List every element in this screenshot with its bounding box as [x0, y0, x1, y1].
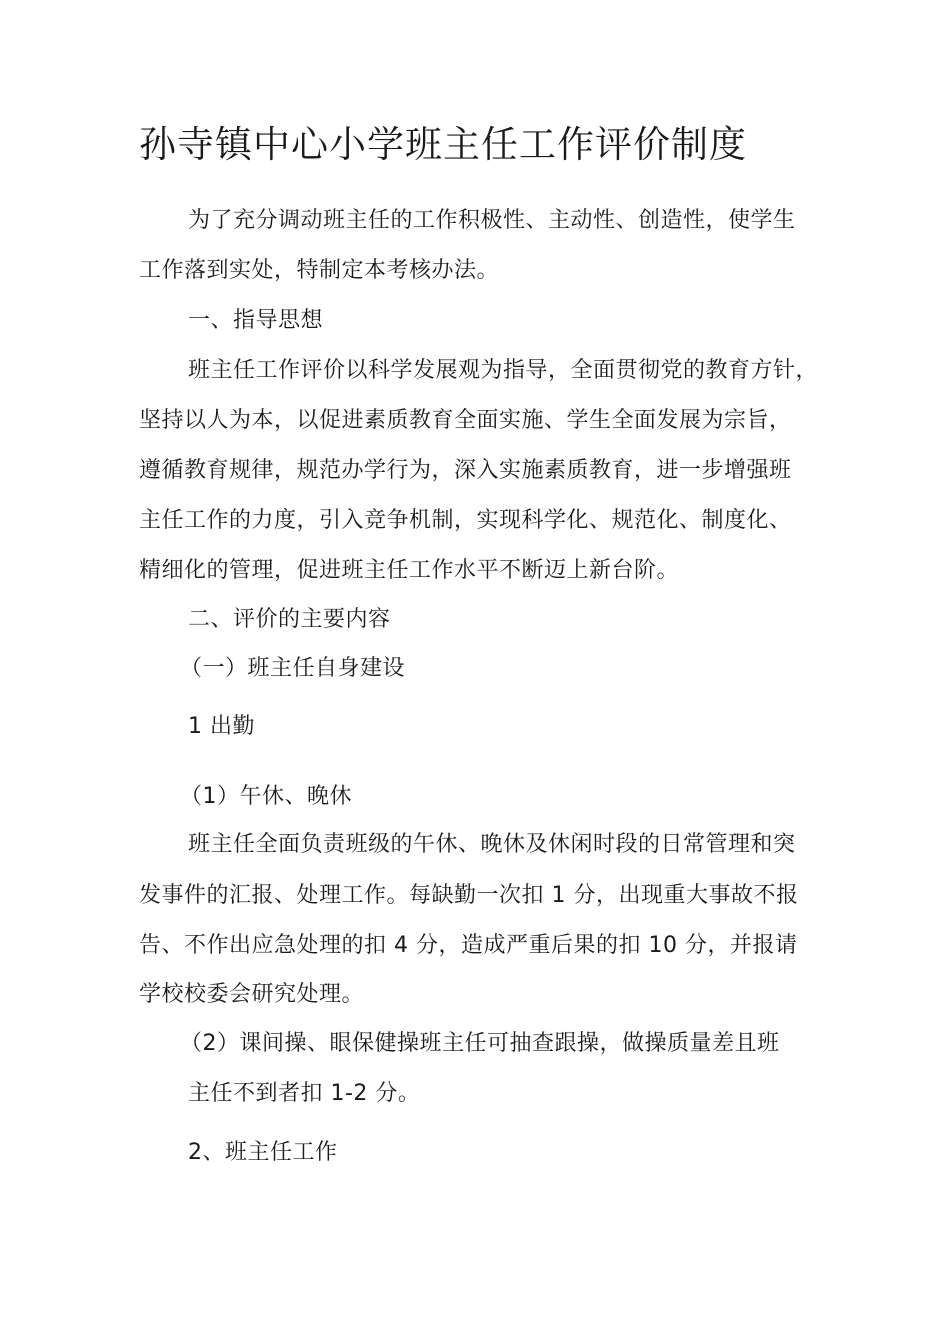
paragraph-guiding-line-3: 遵循教育规律，规范办学行为，深入实施素质教育，进一步增强班	[139, 458, 792, 483]
paragraph-intro-line-2: 工作落到实处，特制定本考核办法。	[139, 258, 500, 283]
paragraph-intro-line-1: 为了充分调动班主任的工作积极性、主动性、创造性，使学生	[188, 208, 796, 233]
item-heading-attendance: 1 出勤	[188, 714, 255, 739]
section-heading-guiding-thought: 一、指导思想	[188, 308, 324, 333]
subsection-heading-self-building: （一）班主任自身建设	[180, 656, 406, 681]
paragraph-exercise-line-1: （2）课间操、眼保健操班主任可抽查跟操，做操质量差且班	[180, 1031, 780, 1056]
paragraph-guiding-line-4: 主任工作的力度，引入竞争机制，实现科学化、规范化、制度化、	[139, 508, 792, 533]
paragraph-guiding-line-1: 班主任工作评价以科学发展观为指导，全面贯彻党的教育方针，	[188, 358, 819, 383]
paragraph-exercise-line-2: 主任不到者扣 1-2 分。	[188, 1081, 421, 1106]
paragraph-rest-line-4: 学校校委会研究处理。	[139, 982, 365, 1007]
paragraph-guiding-line-2: 坚持以人为本，以促进素质教育全面实施、学生全面发展为宗旨，	[139, 408, 792, 433]
section-heading-main-content: 二、评价的主要内容	[188, 607, 391, 632]
paragraph-rest-line-2: 发事件的汇报、处理工作。每缺勤一次扣 1 分，出现重大事故不报	[139, 883, 799, 908]
paragraph-guiding-line-5: 精细化的管理，促进班主任工作水平不断迈上新台阶。	[139, 558, 680, 583]
paragraph-rest-line-3: 告、不作出应急处理的扣 4 分，造成严重后果的扣 10 分，并报请	[139, 933, 798, 958]
paragraph-rest-line-1: 班主任全面负责班级的午休、晚休及休闲时段的日常管理和突	[188, 832, 796, 857]
document-title: 孙寺镇中心小学班主任工作评价制度	[139, 123, 747, 166]
item-heading-class-teacher-work: 2、班主任工作	[188, 1140, 338, 1165]
subitem-heading-rest: （1）午休、晚休	[180, 784, 352, 809]
